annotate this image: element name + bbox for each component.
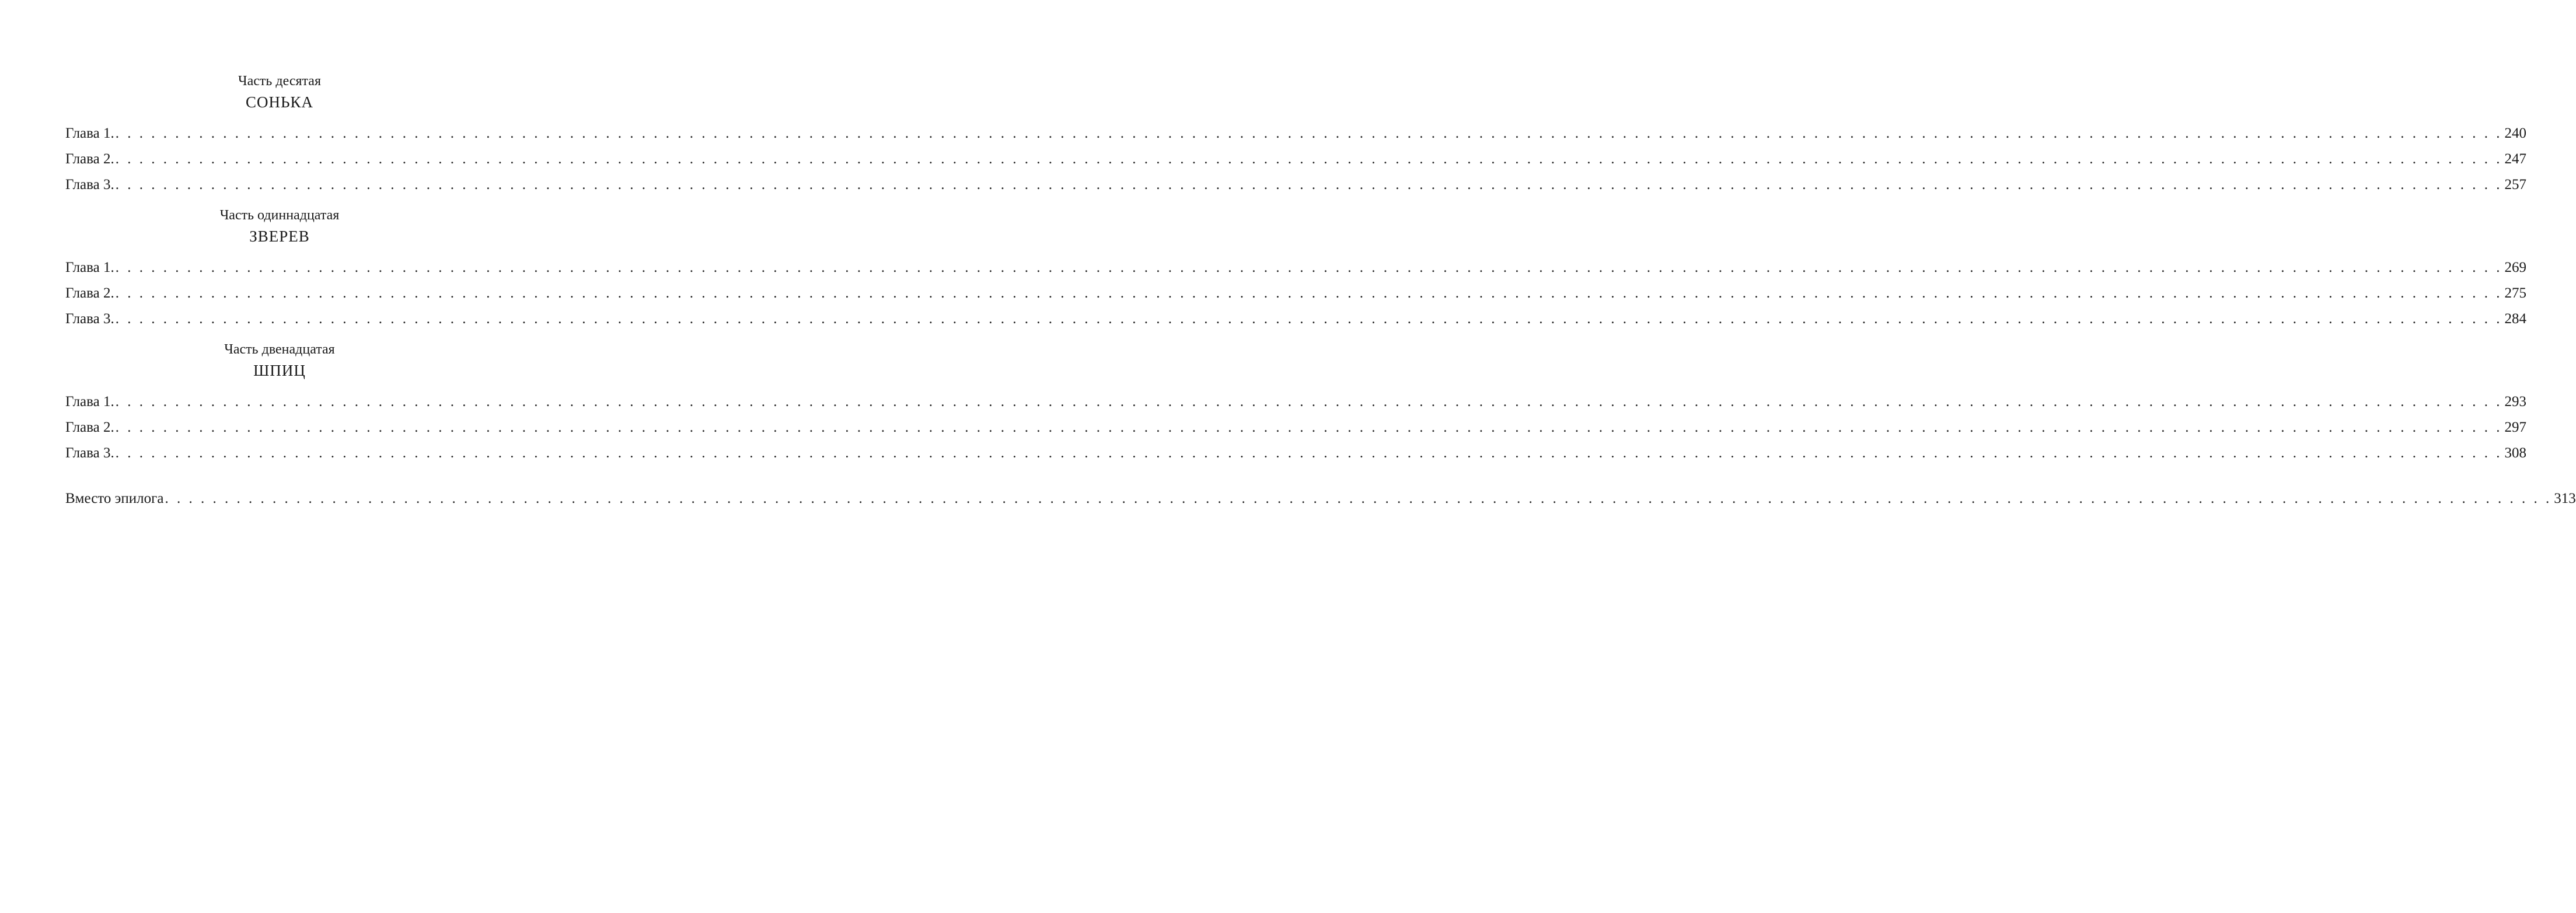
chapter-label: Глава 3. xyxy=(65,311,114,327)
dot-leader: . . . . . . . . . . . . . . . . . . . . . . . . . . . . . . . . . . . . . . . . . . . . . . . . . . . . . . . . . . . . . . . . . . . . . . . . . . . . . . . . . . . . . . . . . . . . . . . . . . . . . . . . . . . . . . . . . . . . . . . . . . . . . . . . . . . . . . . . . . . . . . . . . . . . . . . . . . . . . . . . . . . . . . . . . . . . . . . . . . . . . . . . . . . . . . . . . . . . . . . . xyxy=(115,151,2502,167)
part-ten xyxy=(65,71,2526,198)
toc-entry[interactable] xyxy=(65,415,2526,440)
part-title: ЗВЕРЕВ xyxy=(249,228,310,245)
page-number: 293 xyxy=(2504,394,2526,410)
epilogue-label: Вместо эпилога xyxy=(65,491,164,506)
dot-leader: . . . . . . . . . . . . . . . . . . . . . . . . . . . . . . . . . . . . . . . . . . . . . . . . . . . . . . . . . . . . . . . . . . . . . . . . . . . . . . . . . . . . . . . . . . . . . . . . . . . . . . . . . . . . . . . . . . . . . . . . . . . . . . . . . . . . . . . . . . . . . . . . . . . . . . . . . . . . . . . . . . . . . . . . . . . . . . . . . . . . . . . . . . . . . . . . . . . . . . . . xyxy=(115,419,2502,435)
chapter-label: Глава 1. xyxy=(65,394,114,410)
dot-leader: . . . . . . . . . . . . . . . . . . . . . . . . . . . . . . . . . . . . . . . . . . . . . . . . . . . . . . . . . . . . . . . . . . . . . . . . . . . . . . . . . . . . . . . . . . . . . . . . . . . . . . . . . . . . . . . . . . . . . . . . . . . . . . . . . . . . . . . . . . . . . . . . . . . . . . . . . . . . . . . . . . . . . . . . . . . . . . . . . . . . . . . . . . . . . . . . . . . . . . . . xyxy=(115,394,2502,410)
dot-leader: . . . . . . . . . . . . . . . . . . . . . . . . . . . . . . . . . . . . . . . . . . . . . . . . . . . . . . . . . . . . . . . . . . . . . . . . . . . . . . . . . . . . . . . . . . . . . . . . . . . . . . . . . . . . . . . . . . . . . . . . . . . . . . . . . . . . . . . . . . . . . . . . . . . . . . . . . . . . . . . . . . . . . . . . . . . . . . . . . . . . . . . . . . . . . . . . . . . . . . . . xyxy=(115,445,2502,461)
chapter-label: Глава 1. xyxy=(65,125,114,141)
chapter-label: Глава 3. xyxy=(65,177,114,193)
part-label: Часть двенадцатая xyxy=(224,342,335,357)
dot-leader: . . . . . . . . . . . . . . . . . . . . . . . . . . . . . . . . . . . . . . . . . . . . . . . . . . . . . . . . . . . . . . . . . . . . . . . . . . . . . . . . . . . . . . . . . . . . . . . . . . . . . . . . . . . . . . . . . . . . . . . . . . . . . . . . . . . . . . . . . . . . . . . . . . . . . . . . . . . . . . . . . . . . . . . . . . . . . . . . . . . . . . . . . . . . . . . . . . . . . . . . xyxy=(115,285,2502,301)
page-number: 297 xyxy=(2504,419,2526,435)
toc-entry[interactable] xyxy=(65,306,2526,332)
part-title: ШПИЦ xyxy=(253,362,306,379)
toc-entry[interactable] xyxy=(65,255,2526,281)
chapter-label: Глава 2. xyxy=(65,419,114,435)
dot-leader: . . . . . . . . . . . . . . . . . . . . . . . . . . . . . . . . . . . . . . . . . . . . . . . . . . . . . . . . . . . . . . . . . . . . . . . . . . . . . . . . . . . . . . . . . . . . . . . . . . . . . . . . . . . . . . . . . . . . . . . . . . . . . . . . . . . . . . . . . . . . . . . . . . . . . . . . . . . . . . . . . . . . . . . . . . . . . . . . . . . . . . . . . . . . . . . . . . . . . . . . xyxy=(115,177,2502,193)
part-twelve xyxy=(65,340,2526,466)
dot-leader: . . . . . . . . . . . . . . . . . . . . . . . . . . . . . . . . . . . . . . . . . . . . . . . . . . . . . . . . . . . . . . . . . . . . . . . . . . . . . . . . . . . . . . . . . . . . . . . . . . . . . . . . . . . . . . . . . . . . . . . . . . . . . . . . . . . . . . . . . . . . . . . . . . . . . . . . . . . . . . . . . . . . . . . . . . . . . . . . . . . . . . . . . . . . . . . . . . . . . . . . xyxy=(165,491,2552,506)
chapter-label: Глава 1. xyxy=(65,260,114,275)
part-eleven xyxy=(65,205,2526,332)
chapter-list xyxy=(65,255,2526,332)
dot-leader: . . . . . . . . . . . . . . . . . . . . . . . . . . . . . . . . . . . . . . . . . . . . . . . . . . . . . . . . . . . . . . . . . . . . . . . . . . . . . . . . . . . . . . . . . . . . . . . . . . . . . . . . . . . . . . . . . . . . . . . . . . . . . . . . . . . . . . . . . . . . . . . . . . . . . . . . . . . . . . . . . . . . . . . . . . . . . . . . . . . . . . . . . . . . . . . . . . . . . . . . xyxy=(115,125,2502,141)
page-number: 247 xyxy=(2504,151,2526,167)
chapter-list xyxy=(65,121,2526,198)
page-number: 284 xyxy=(2504,311,2526,327)
part-title: СОНЬКА xyxy=(245,93,314,111)
toc-entry[interactable] xyxy=(65,440,2526,466)
toc-entry[interactable] xyxy=(65,121,2526,146)
page-number: 257 xyxy=(2504,177,2526,193)
page-number: 308 xyxy=(2504,445,2526,461)
dot-leader: . . . . . . . . . . . . . . . . . . . . . . . . . . . . . . . . . . . . . . . . . . . . . . . . . . . . . . . . . . . . . . . . . . . . . . . . . . . . . . . . . . . . . . . . . . . . . . . . . . . . . . . . . . . . . . . . . . . . . . . . . . . . . . . . . . . . . . . . . . . . . . . . . . . . . . . . . . . . . . . . . . . . . . . . . . . . . . . . . . . . . . . . . . . . . . . . . . . . . . . . xyxy=(115,260,2502,275)
part-label: Часть одиннадцатая xyxy=(219,208,340,223)
chapter-list xyxy=(65,389,2526,466)
chapter-label: Глава 2. xyxy=(65,285,114,301)
page-number: 269 xyxy=(2504,260,2526,275)
toc-entry[interactable] xyxy=(65,389,2526,415)
toc-entry-epilogue[interactable] xyxy=(65,486,2576,512)
page-number: 240 xyxy=(2504,125,2526,141)
toc-entry[interactable] xyxy=(65,281,2526,306)
toc-entry[interactable] xyxy=(65,146,2526,172)
page-number: 313 xyxy=(2554,491,2576,506)
chapter-label: Глава 3. xyxy=(65,445,114,461)
chapter-label: Глава 2. xyxy=(65,151,114,167)
page-number: 275 xyxy=(2504,285,2526,301)
toc-entry[interactable] xyxy=(65,172,2526,198)
dot-leader: . . . . . . . . . . . . . . . . . . . . . . . . . . . . . . . . . . . . . . . . . . . . . . . . . . . . . . . . . . . . . . . . . . . . . . . . . . . . . . . . . . . . . . . . . . . . . . . . . . . . . . . . . . . . . . . . . . . . . . . . . . . . . . . . . . . . . . . . . . . . . . . . . . . . . . . . . . . . . . . . . . . . . . . . . . . . . . . . . . . . . . . . . . . . . . . . . . . . . . . . xyxy=(115,311,2502,327)
table-of-contents xyxy=(65,71,2576,512)
part-label: Часть десятая xyxy=(238,74,321,89)
